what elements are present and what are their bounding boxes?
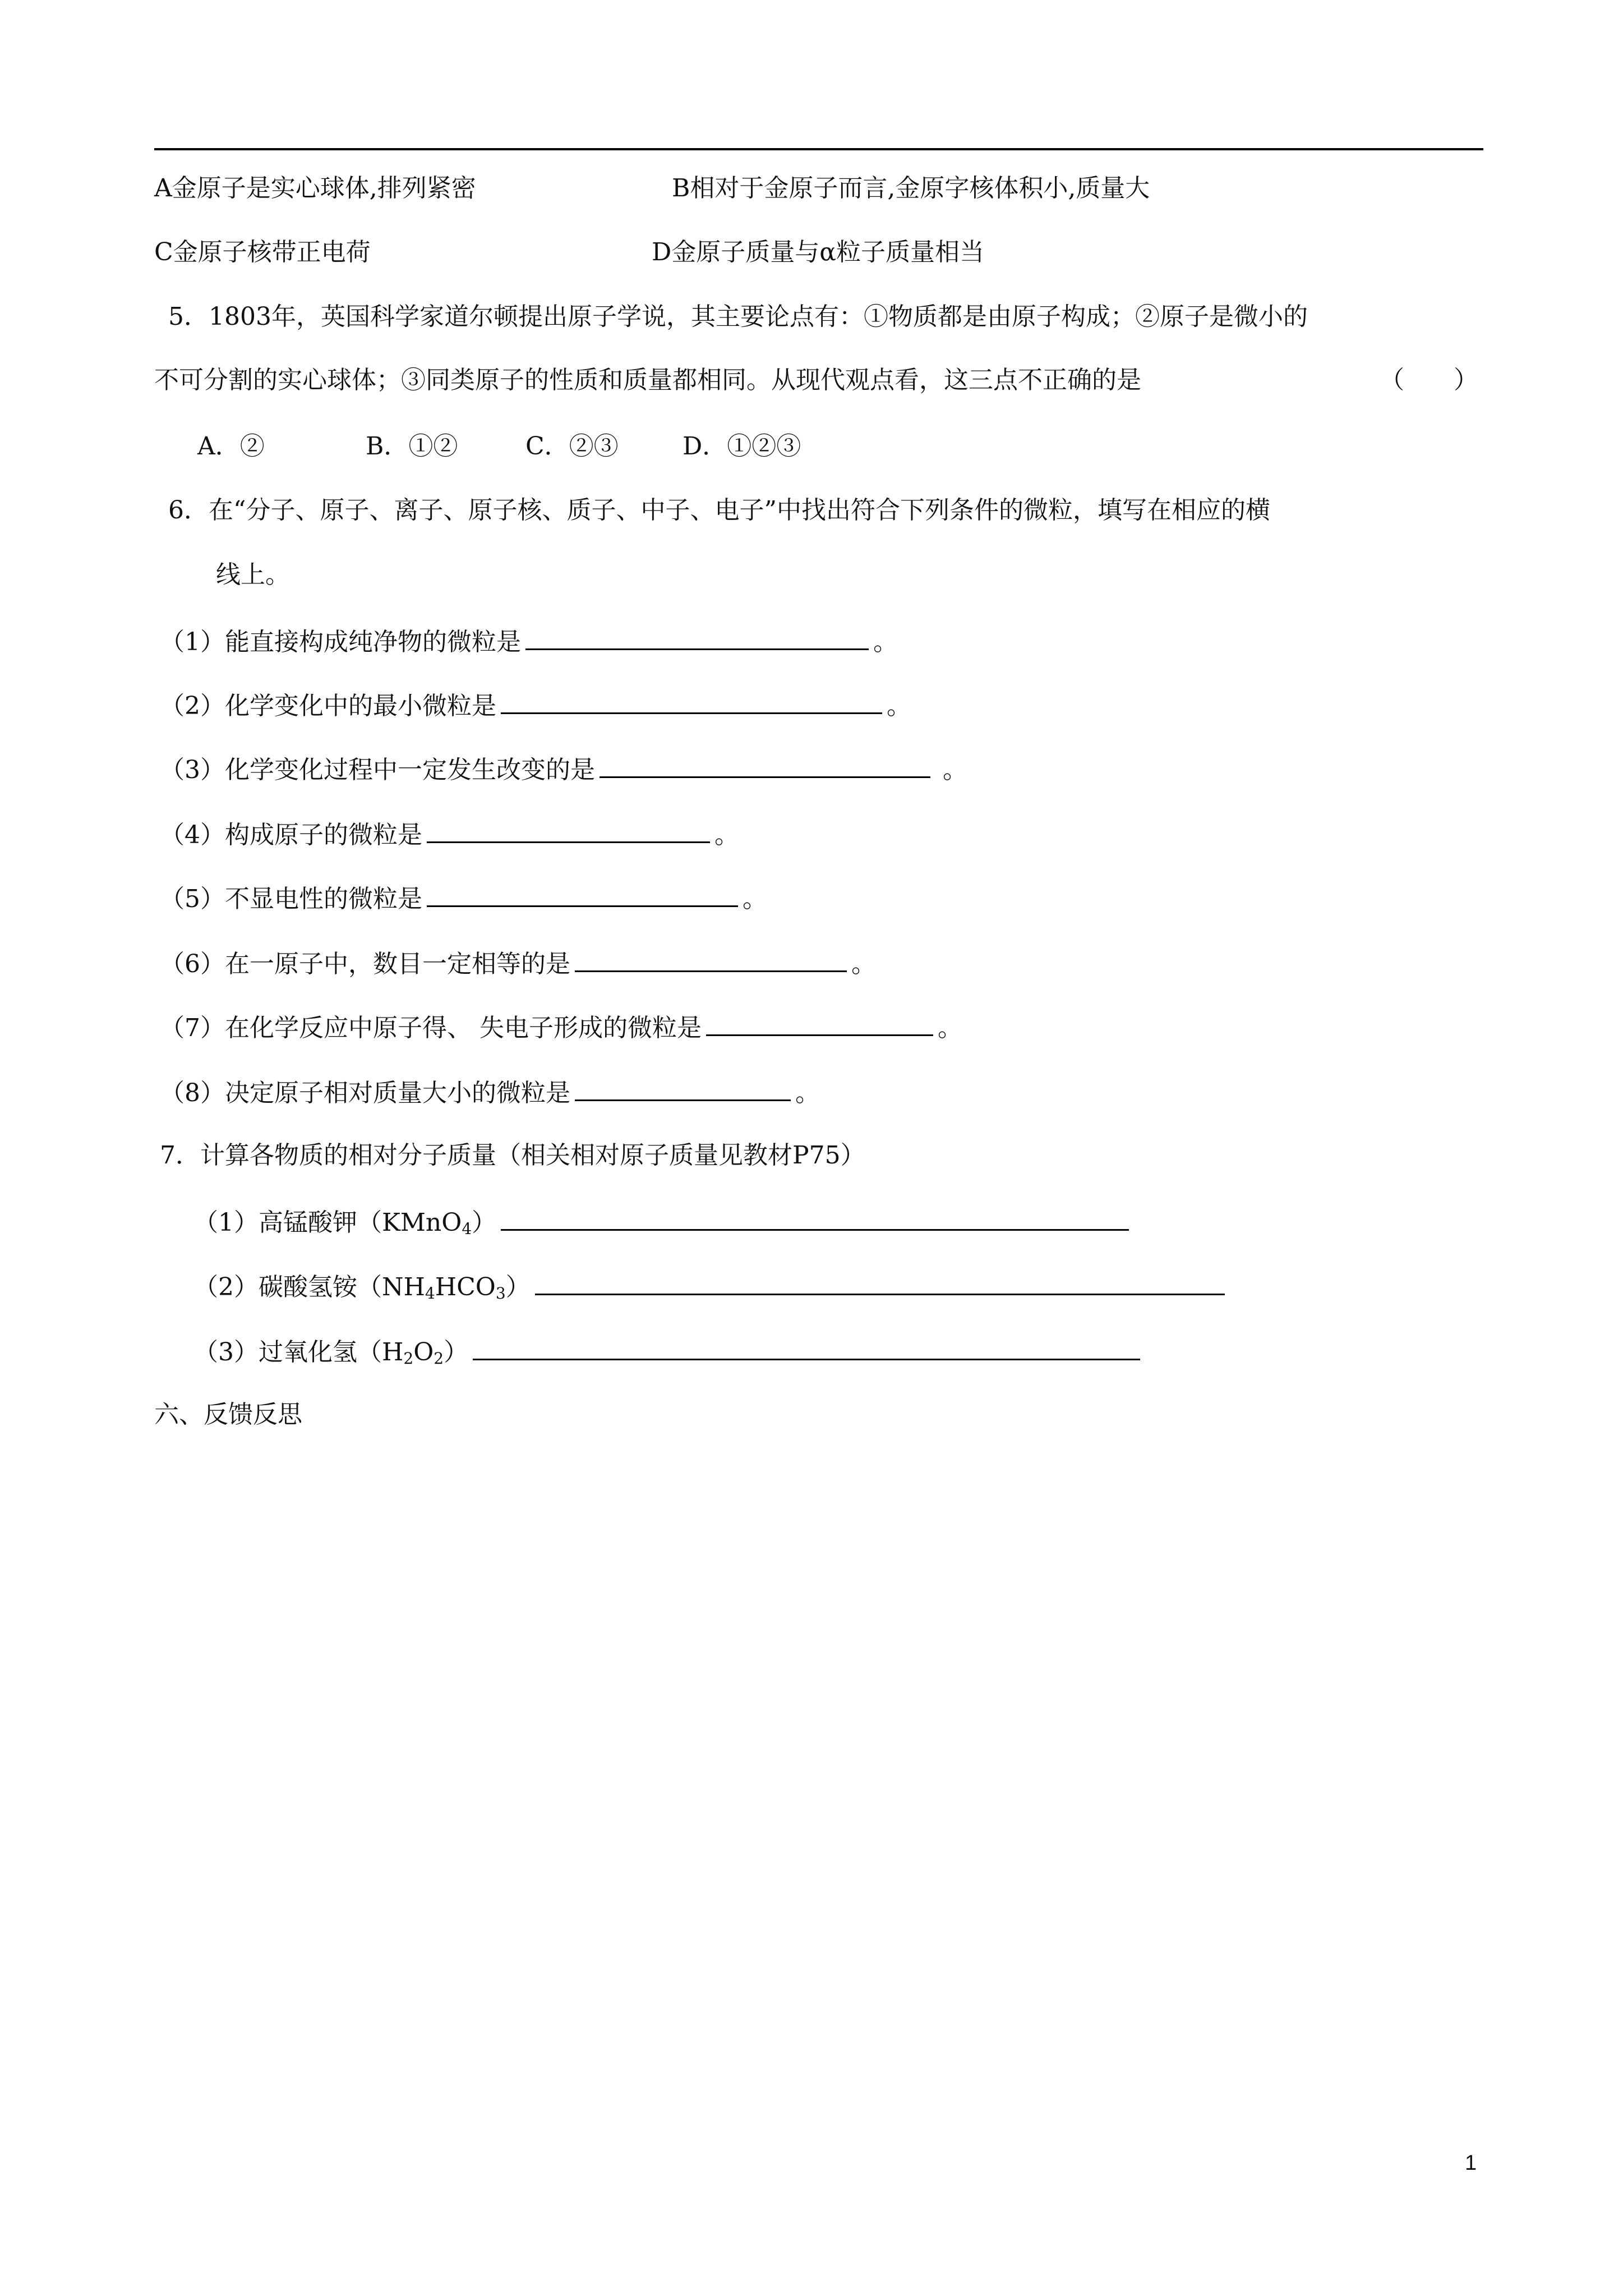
- q5-option-b: B．①②: [366, 432, 458, 461]
- q6-item-4-blank: [427, 817, 710, 843]
- q6-item-8-period: 。: [795, 1079, 820, 1107]
- q6-item-6-text: （6）在一原子中，数目一定相等的是: [160, 950, 570, 978]
- q7-item-2-suffix: ）: [505, 1273, 531, 1301]
- q5-line1: 5．1803年，英国科学家道尔顿提出原子学说，其主要论点有：①物质都是由原子构成；②原子是微小的: [168, 302, 1308, 331]
- q7-item-1-blank: [501, 1204, 1129, 1231]
- q6-item-3-text: （3）化学变化过程中一定发生改变的是: [160, 756, 595, 784]
- q6-item-6: [160, 946, 876, 981]
- q6-item-8: [160, 1075, 820, 1110]
- section-6-heading: 六、反馈反思: [154, 1400, 302, 1429]
- q6-item-5-period: 。: [743, 885, 767, 913]
- q7-item-2-blank: [535, 1269, 1225, 1295]
- q6-item-7-blank: [706, 1010, 933, 1036]
- q7-item-2: [193, 1269, 1229, 1310]
- q6-item-2-period: 。: [887, 692, 911, 720]
- q5-paren: （ ）: [1380, 366, 1478, 394]
- q6-item-7-text: （7）在化学反应中原子得、 失电子形成的微粒是: [160, 1014, 702, 1042]
- q7-item-3-suffix: ）: [444, 1338, 469, 1366]
- q6-item-2-blank: [501, 688, 882, 714]
- q7-item-3-prefix: （3）过氧化氢（H: [193, 1338, 404, 1366]
- q6-item-8-text: （8）决定原子相对质量大小的微粒是: [160, 1079, 570, 1107]
- q5-line2: 不可分割的实心球体；③同类原子的性质和质量都相同。从现代观点看，这三点不正确的是: [154, 366, 1141, 394]
- q4-option-d: D金原子质量与α粒子质量相当: [652, 238, 984, 266]
- q6-item-4-text: （4）构成原子的微粒是: [160, 821, 422, 849]
- q7-item-1-prefix: （1）高锰酸钾（KMnO: [193, 1208, 462, 1237]
- q6-line2: 线上。: [216, 560, 290, 589]
- q7-item-3-sub2: 2: [434, 1349, 444, 1368]
- q7-item-3-mid: O: [413, 1338, 434, 1366]
- q4-option-a: A金原子是实心球体,排列紧密: [154, 174, 476, 203]
- q5-option-c: C．②③: [525, 432, 619, 461]
- q7-item-3-sub1: 2: [403, 1349, 414, 1368]
- q6-item-1: [160, 624, 898, 659]
- q6-item-6-period: 。: [851, 950, 876, 978]
- q7-item-2-prefix: （2）碳酸氢铵（NH: [193, 1273, 425, 1301]
- q6-item-1-text: （1）能直接构成纯净物的微粒是: [160, 628, 521, 656]
- q7-item-1-sub: 4: [462, 1220, 472, 1238]
- q6-item-4: [160, 817, 739, 852]
- q6-item-2: [160, 688, 911, 723]
- q7-item-1-suffix: ）: [472, 1208, 497, 1237]
- q6-item-3-period: 。: [943, 756, 967, 784]
- q4-option-c: C金原子核带正电荷: [154, 238, 371, 266]
- q7-item-2-sub2: 3: [495, 1284, 506, 1303]
- q6-item-4-period: 。: [714, 821, 739, 849]
- q6-item-8-blank: [575, 1075, 791, 1101]
- q6-item-5-blank: [427, 881, 738, 907]
- q4-option-b: B相对于金原子而言,金原字核体积小,质量大: [672, 174, 1150, 203]
- q6-item-7-period: 。: [937, 1014, 962, 1042]
- page-number: 1: [1465, 2151, 1477, 2175]
- q5-options: [197, 430, 801, 463]
- q6-item-3: [160, 752, 967, 787]
- q6-item-1-blank: [525, 624, 869, 650]
- q7-title: 7．计算各物质的相对分子质量（相关相对原子质量见教材P75）: [160, 1141, 865, 1170]
- q6-item-7: [160, 1010, 962, 1045]
- q6-item-1-period: 。: [873, 628, 898, 656]
- q6-line1: 6．在“分子、原子、离子、原子核、质子、中子、电子”中找出符合下列条件的微粒，填写在相应的横: [168, 496, 1270, 524]
- q6-item-5: [160, 881, 767, 916]
- q6-item-5-text: （5）不显电性的微粒是: [160, 885, 422, 913]
- q6-item-6-blank: [575, 946, 847, 972]
- q7-item-2-mid: HCO: [435, 1273, 496, 1301]
- q7-item-1: [193, 1204, 1133, 1246]
- q7-item-3: [193, 1334, 1145, 1375]
- q6-item-2-text: （2）化学变化中的最小微粒是: [160, 692, 496, 720]
- q5-option-a: A．②: [197, 432, 265, 461]
- q5-option-d: D．①②③: [683, 432, 801, 461]
- q6-item-3-blank: [600, 752, 930, 778]
- q7-item-2-sub1: 4: [425, 1284, 435, 1303]
- header-rule: [154, 148, 1483, 150]
- q7-item-3-blank: [473, 1334, 1140, 1360]
